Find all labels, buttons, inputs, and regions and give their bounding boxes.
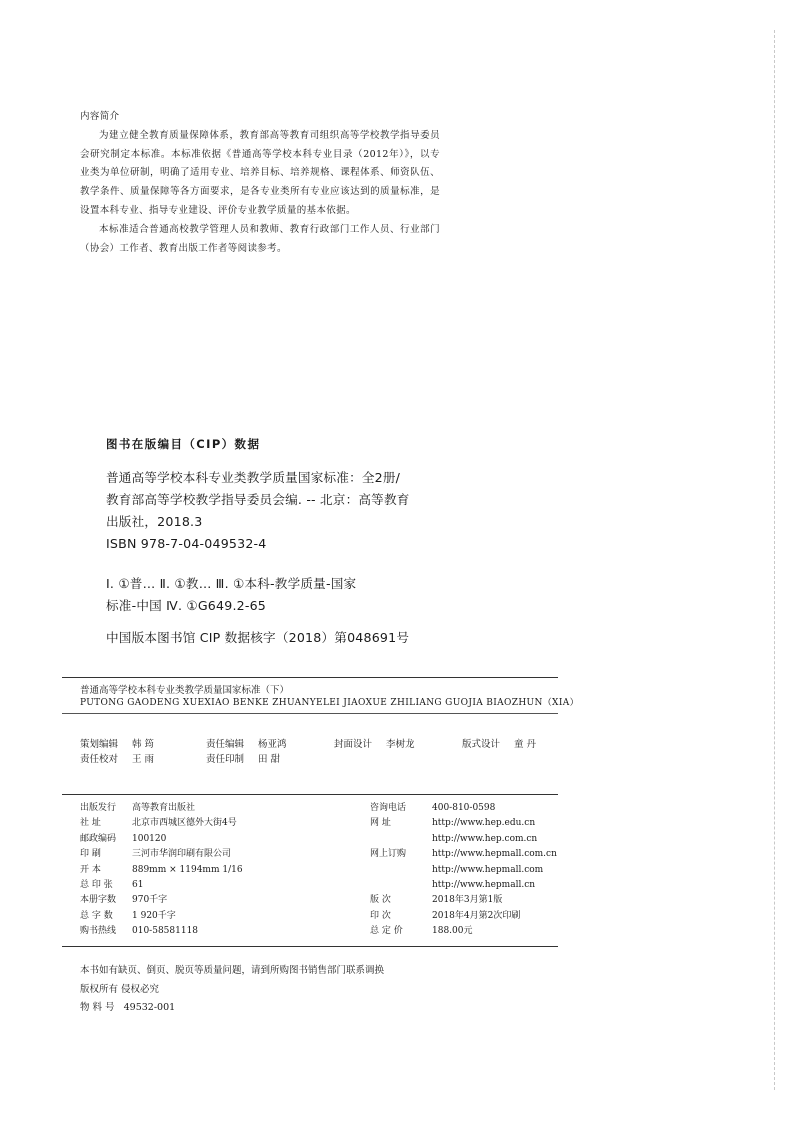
website-2: http://www.hep.com.cn: [432, 833, 538, 844]
impression-label: 印 次: [370, 910, 391, 921]
edition: 2018年3月第1版: [432, 895, 503, 906]
total-words-label: 总 字 数: [80, 910, 113, 921]
online-order-label: 网上订购: [370, 849, 407, 860]
format-label: 开 本: [80, 864, 101, 875]
copyright-notice: 版权所有 侵权必究: [80, 983, 160, 995]
book-title-chinese: 普通高等学校本科专业类教学质量国家标准（下）: [80, 685, 290, 696]
book-title-block: [80, 684, 579, 710]
item-number-line: [80, 999, 384, 1018]
cip-isbn: ISBN 978-7-04-049532-4: [106, 536, 267, 551]
planning-editor: 韩 筠: [132, 739, 155, 750]
online-order-3: http://www.hepmall.cn: [432, 879, 536, 890]
online-order-2: http://www.hepmall.com: [432, 864, 544, 875]
divider: [62, 794, 558, 795]
consult-phone: 400-810-0598: [432, 803, 496, 813]
cip-classification-2: 标准-中国 Ⅳ. ①G649.2-65: [106, 598, 267, 613]
item-number-label: 物 料 号: [80, 1002, 115, 1013]
total-words: 1 920千字: [132, 910, 176, 921]
proofreader-label: 责任校对: [80, 754, 119, 765]
edition-label: 版 次: [370, 895, 391, 906]
cip-data-block: [106, 436, 486, 649]
scan-edge-mark: [774, 30, 776, 1090]
cip-line-2: 教育部高等学校教学指导委员会编. -- 北京：高等教育: [106, 492, 410, 507]
divider: [62, 946, 558, 947]
layout-design-label: 版式设计: [462, 739, 501, 750]
cover-designer: 李树龙: [386, 739, 415, 750]
sheets-label: 总 印 张: [80, 879, 113, 890]
printer-label: 印 刷: [80, 849, 101, 860]
responsible-editor-label: 责任编辑: [206, 739, 245, 750]
publisher-label: 出版发行: [80, 803, 117, 813]
divider: [62, 677, 558, 678]
cip-heading: 图书在版编目（CIP）数据: [106, 437, 261, 451]
hotline: 010-58581118: [132, 926, 199, 937]
impression: 2018年4月第2次印刷: [432, 910, 521, 921]
volume-words: 970千字: [132, 895, 168, 906]
book-title-pinyin: PUTONG GAODENG XUEXIAO BENKE ZHUANYELEI JIAOXUE ZHILIANG GUOJIA BIAOZHUN（XIA）: [80, 698, 579, 708]
content-summary: [80, 108, 440, 258]
cip-record-number: 中国版本图书馆 CIP 数据核字（2018）第048691号: [106, 630, 410, 645]
publisher: 高等教育出版社: [132, 803, 196, 813]
item-number: 49532-001: [123, 1002, 176, 1013]
website-1: http://www.hep.edu.cn: [432, 818, 536, 829]
editorial-staff: [80, 738, 560, 768]
quality-notice: 本书如有缺页、倒页、脱页等质量问题，请到所购图书销售部门联系调换: [80, 965, 385, 976]
cover-design-label: 封面设计: [334, 739, 373, 750]
postcode-label: 邮政编码: [80, 833, 117, 844]
postcode: 100120: [132, 833, 167, 844]
footer-notes: [80, 962, 384, 1018]
print-manager-label: 责任印制: [206, 754, 245, 765]
planning-editor-label: 策划编辑: [80, 739, 119, 750]
content-summary-paragraph-1: 为建立健全教育质量保障体系，教育部高等教育司组织高等学校教学指导委员会研究制定本标准。本标准依据《普通高等学校本科专业目录（2012年）》，以专业类为单位研制，明确了适用专业、培养目标、培养规格、课程体系、师资队伍、教学条件、质量保障等各方面要求，是各专业类所有专业应该达到的质量标准，是设置本科专业、指导专业建设、评价专业教学质量的基本依据。: [80, 129, 440, 216]
content-summary-heading: 内容简介: [80, 111, 120, 122]
sheets: 61: [132, 879, 144, 890]
content-summary-paragraph-2: 本标准适合普通高校教学管理人员和教师、教育行政部门工作人员、行业部门（协会）工作者、教育出版工作者等阅读参考。: [80, 223, 440, 254]
cip-line-1: 普通高等学校本科专业类教学质量国家标准：全2册/: [106, 470, 401, 485]
print-manager: 田 甜: [258, 754, 281, 765]
printer: 三河市华润印刷有限公司: [132, 849, 232, 860]
cip-classification-1: Ⅰ. ①普… Ⅱ. ①教… Ⅲ. ①本科-教学质量-国家: [106, 576, 357, 591]
responsible-editor: 杨亚鸿: [258, 739, 287, 750]
online-order-1: http://www.hepmall.com.cn: [432, 849, 557, 860]
address-label: 社 址: [80, 818, 101, 829]
hotline-label: 购书热线: [80, 926, 117, 937]
divider: [62, 713, 558, 714]
format: 889mm × 1194mm 1/16: [132, 864, 243, 875]
publication-info: [80, 801, 560, 940]
price-label: 总 定 价: [370, 926, 403, 937]
volume-words-label: 本册字数: [80, 895, 117, 906]
phone-label: 咨询电话: [370, 803, 407, 813]
website-label: 网 址: [370, 818, 391, 829]
cip-line-3: 出版社，2018.3: [106, 514, 203, 529]
address: 北京市西城区德外大街4号: [132, 818, 237, 829]
price: 188.00元: [432, 926, 473, 937]
layout-designer: 童 丹: [514, 739, 537, 750]
proofreader: 王 雨: [132, 754, 155, 765]
